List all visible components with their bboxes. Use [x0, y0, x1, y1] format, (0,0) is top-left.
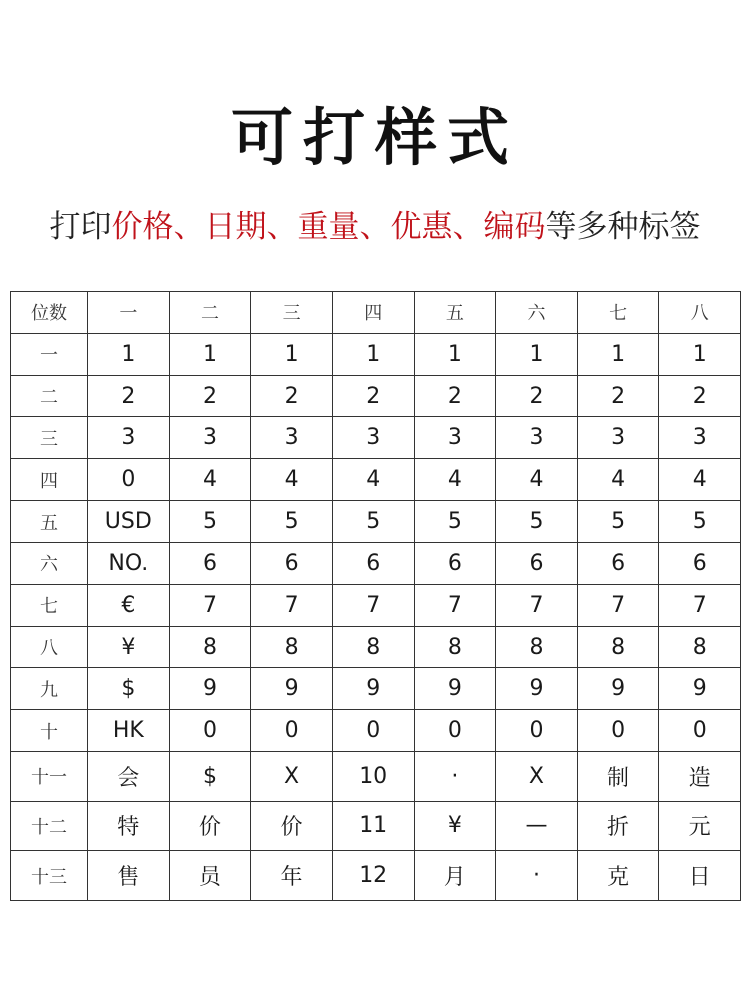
table-cell: 6: [496, 542, 578, 584]
table-cell: 9: [332, 668, 414, 710]
table-cell: 6: [414, 542, 496, 584]
table-cell: 0: [332, 710, 414, 752]
table-cell: 8: [332, 626, 414, 668]
table-cell: 月: [414, 851, 496, 901]
table-row: [11, 801, 741, 851]
header-cell: 八: [659, 292, 741, 334]
table-cell: 1: [577, 333, 659, 375]
table-cell: 会: [88, 752, 170, 802]
table-cell: 0: [659, 710, 741, 752]
table-cell: 8: [414, 626, 496, 668]
table-cell: 9: [251, 668, 333, 710]
table-cell: 1: [659, 333, 741, 375]
table-cell: 9: [496, 668, 578, 710]
table-row: [11, 417, 741, 459]
table-row: [11, 752, 741, 802]
table-cell: 4: [577, 459, 659, 501]
table-cell: 5: [414, 501, 496, 543]
table-row: [11, 584, 741, 626]
row-label-cell: 一: [11, 333, 88, 375]
table-cell: ¥: [414, 801, 496, 851]
table-cell: 3: [169, 417, 251, 459]
table-row: [11, 542, 741, 584]
table-cell: 1: [414, 333, 496, 375]
table-body: [11, 292, 741, 901]
table-cell: 3: [88, 417, 170, 459]
table-cell: 5: [577, 501, 659, 543]
table-cell: 8: [496, 626, 578, 668]
table-cell: 4: [659, 459, 741, 501]
table-cell: 5: [659, 501, 741, 543]
table-cell: 6: [659, 542, 741, 584]
table-cell: 员: [169, 851, 251, 901]
table-cell: HK: [88, 710, 170, 752]
table-cell: 8: [251, 626, 333, 668]
header-cell: 二: [169, 292, 251, 334]
table-cell: 4: [496, 459, 578, 501]
table-row: [11, 851, 741, 901]
table-cell: 3: [577, 417, 659, 459]
table-cell: 3: [251, 417, 333, 459]
row-label-cell: 七: [11, 584, 88, 626]
row-label-cell: 二: [11, 375, 88, 417]
table-cell: 1: [332, 333, 414, 375]
table-cell: 售: [88, 851, 170, 901]
table-cell: 年: [251, 851, 333, 901]
table-cell: 克: [577, 851, 659, 901]
table-cell: ¥: [88, 626, 170, 668]
table-cell: 7: [577, 584, 659, 626]
table-cell: 造: [659, 752, 741, 802]
table-cell: X: [496, 752, 578, 802]
table-cell: 7: [332, 584, 414, 626]
table-cell: 0: [577, 710, 659, 752]
print-style-table: [10, 291, 741, 901]
table-cell: 3: [414, 417, 496, 459]
subtitle-part-highlight: 价格、日期、重量、优惠、编码: [111, 209, 546, 245]
table-cell: 5: [496, 501, 578, 543]
table-cell: 7: [659, 584, 741, 626]
table-row: [11, 710, 741, 752]
page-title: 可打样式: [230, 101, 519, 174]
row-label-cell: 十三: [11, 851, 88, 901]
table-cell: 4: [332, 459, 414, 501]
header-cell: 五: [414, 292, 496, 334]
table-cell: €: [88, 584, 170, 626]
table-cell: 4: [251, 459, 333, 501]
table-cell: 2: [169, 375, 251, 417]
table-cell: 0: [169, 710, 251, 752]
table-cell: 元: [659, 801, 741, 851]
table-cell: $: [88, 668, 170, 710]
table-cell: ·: [496, 851, 578, 901]
header-cell: 七: [577, 292, 659, 334]
table-cell: $: [169, 752, 251, 802]
table-cell: 9: [659, 668, 741, 710]
table-cell: 日: [659, 851, 741, 901]
row-label-cell: 九: [11, 668, 88, 710]
table-cell: 7: [496, 584, 578, 626]
row-label-cell: 十二: [11, 801, 88, 851]
table-cell: 11: [332, 801, 414, 851]
table-cell: 4: [169, 459, 251, 501]
header-cell: 三: [251, 292, 333, 334]
table-cell: 4: [414, 459, 496, 501]
table-cell: 1: [169, 333, 251, 375]
table-cell: 2: [659, 375, 741, 417]
table-cell: 5: [332, 501, 414, 543]
table-cell: NO.: [88, 542, 170, 584]
table-cell: —: [496, 801, 578, 851]
table-row: [11, 626, 741, 668]
table-header-row: [11, 292, 741, 334]
table-cell: 7: [251, 584, 333, 626]
table-cell: 6: [251, 542, 333, 584]
header-cell: 四: [332, 292, 414, 334]
row-label-cell: 八: [11, 626, 88, 668]
table-cell: 1: [88, 333, 170, 375]
table-cell: 6: [332, 542, 414, 584]
table-cell: 6: [577, 542, 659, 584]
table-cell: 0: [414, 710, 496, 752]
table-cell: 3: [332, 417, 414, 459]
table-cell: 8: [659, 626, 741, 668]
row-label-cell: 五: [11, 501, 88, 543]
subtitle-part-prefix: 打印: [49, 209, 112, 245]
table-cell: 0: [88, 459, 170, 501]
row-label-cell: 十一: [11, 752, 88, 802]
table-cell: 9: [414, 668, 496, 710]
table-cell: ·: [414, 752, 496, 802]
table-cell: 10: [332, 752, 414, 802]
table-cell: USD: [88, 501, 170, 543]
table-cell: 8: [169, 626, 251, 668]
subtitle-part-suffix: 等多种标签: [545, 209, 701, 245]
table-cell: 折: [577, 801, 659, 851]
row-label-cell: 十: [11, 710, 88, 752]
table-row: [11, 375, 741, 417]
table-cell: 制: [577, 752, 659, 802]
table-row: [11, 333, 741, 375]
table-cell: 特: [88, 801, 170, 851]
table-cell: 2: [414, 375, 496, 417]
table-cell: 5: [169, 501, 251, 543]
table-cell: 0: [251, 710, 333, 752]
table-cell: 3: [496, 417, 578, 459]
row-label-cell: 六: [11, 542, 88, 584]
table-cell: 7: [414, 584, 496, 626]
table-cell: 9: [169, 668, 251, 710]
table-cell: 2: [88, 375, 170, 417]
table-cell: X: [251, 752, 333, 802]
table-cell: 2: [332, 375, 414, 417]
table-cell: 2: [496, 375, 578, 417]
subtitle: [0, 202, 750, 252]
table-cell: 1: [496, 333, 578, 375]
row-label-cell: 四: [11, 459, 88, 501]
table-cell: 2: [251, 375, 333, 417]
row-label-cell: 三: [11, 417, 88, 459]
table-cell: 2: [577, 375, 659, 417]
table-cell: 9: [577, 668, 659, 710]
table-cell: 价: [169, 801, 251, 851]
table-cell: 3: [659, 417, 741, 459]
table-cell: 8: [577, 626, 659, 668]
header-cell: 一: [88, 292, 170, 334]
table-cell: 7: [169, 584, 251, 626]
table-row: [11, 501, 741, 543]
table-row: [11, 668, 741, 710]
table-row: [11, 459, 741, 501]
table-cell: 1: [251, 333, 333, 375]
table-cell: 价: [251, 801, 333, 851]
table-cell: 5: [251, 501, 333, 543]
table-cell: 12: [332, 851, 414, 901]
header-cell: 位数: [11, 292, 88, 334]
table-cell: 6: [169, 542, 251, 584]
header-cell: 六: [496, 292, 578, 334]
table-cell: 0: [496, 710, 578, 752]
